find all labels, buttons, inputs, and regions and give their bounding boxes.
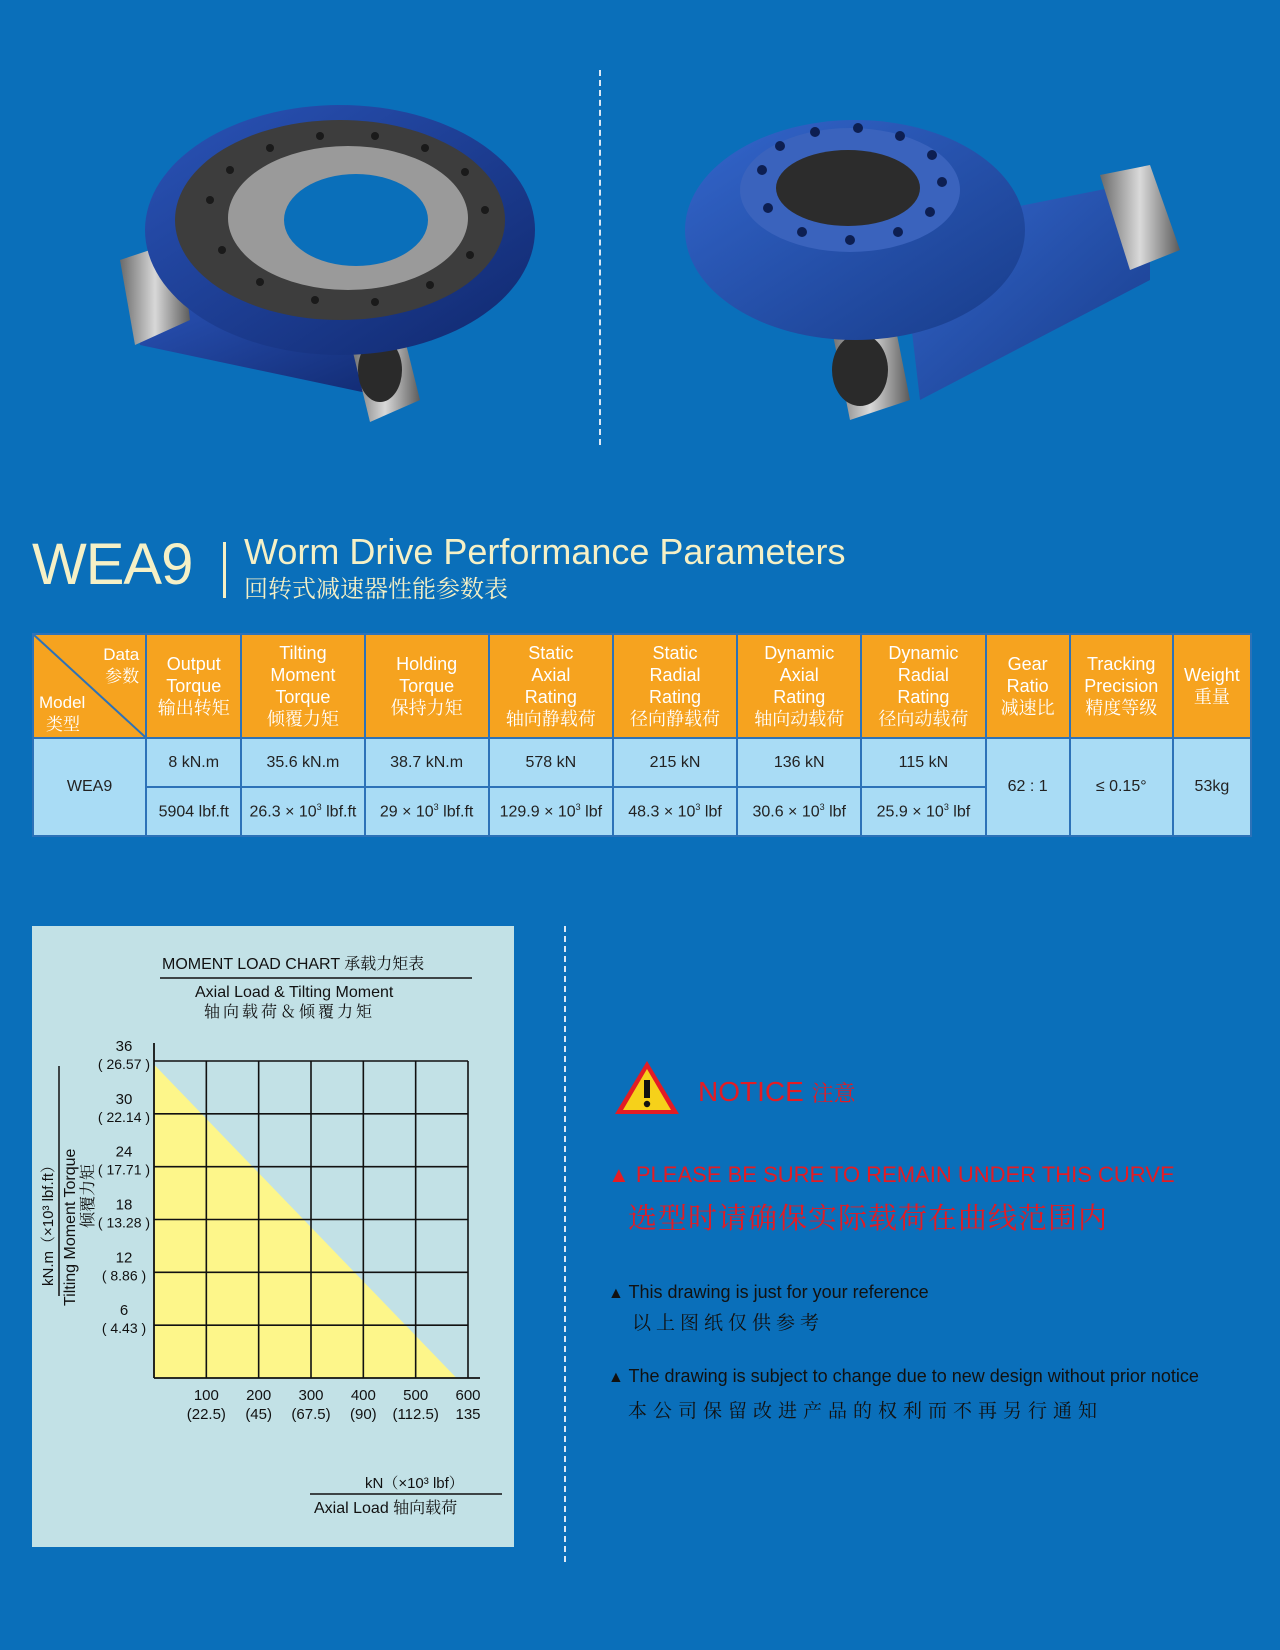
change-note-en: ▲ The drawing is subject to change due to new design without prior notice (608, 1366, 1199, 1386)
dynamic-axial-metric: 136 kN (737, 738, 861, 787)
worm-drive-bottom-view-image (680, 80, 1200, 440)
model-code: WEA9 (32, 532, 193, 597)
y-tick-label-3: 24 (115, 1143, 133, 1161)
x-tick-sublabel-2: (67.5) (291, 1406, 331, 1423)
x-tick-label-1: 200 (246, 1387, 272, 1404)
gear-ratio-cell: 62 : 1 (986, 738, 1070, 836)
col-weight: Weight 重量 (1173, 634, 1251, 738)
chart-subtitle-cn: 轴向载荷＆倾覆力矩 (204, 1004, 376, 1021)
change-note-cn: 本公司保留改进产品的权利而不再另行通知 (628, 1401, 1104, 1422)
x-tick-sublabel-0: (22.5) (186, 1406, 226, 1423)
y-tick-sublabel-5: ( 26.57 ) (97, 1056, 151, 1072)
static-axial-imperial: $129.9 \times 10^3$ lbf (489, 787, 613, 836)
dynamic-axial-imperial: $30.6 \times 10^3$ lbf (737, 787, 861, 836)
y-tick-label-4: 30 (115, 1090, 133, 1108)
col-dynamic-radial-rating: Dynamic Radial Rating 径向动载荷 (861, 634, 985, 738)
weight-cell: 53kg (1173, 738, 1251, 836)
y-tick-label-0: 6 (119, 1302, 129, 1320)
static-radial-imperial: $48.3 \times 10^3$ lbf (613, 787, 737, 836)
plot-area (98, 1038, 481, 1423)
corner-data-label-en: Data (103, 645, 140, 664)
x-tick-sublabel-5: 135 (455, 1406, 481, 1423)
y-axis-label-en: Tilting Moment Torque (62, 1148, 79, 1306)
x-tick-label-0: 100 (193, 1387, 219, 1404)
chart-subtitle-en: Axial Load & Tilting Moment (195, 984, 394, 1001)
output-torque-imperial: 5904 lbf.ft (146, 787, 241, 836)
col-output-torque: Output Torque 输出转矩 (146, 634, 241, 738)
worm-drive-top-view-image (100, 70, 550, 460)
x-tick-label-3: 400 (350, 1387, 376, 1404)
y-tick-sublabel-4: ( 22.14 ) (97, 1108, 151, 1125)
triangle-bullet-icon: ▲ (608, 1369, 624, 1386)
performance-parameters-table (32, 633, 1252, 837)
x-axis-label: Axial Load 轴向载荷 (314, 1500, 458, 1517)
dynamic-radial-imperial: $25.9 \times 10^3$ lbf (861, 787, 985, 836)
y-axis-unit: kN.m（×10³ lbf.ft） (40, 1158, 57, 1286)
y-tick-sublabel-1: ( 8.86 ) (101, 1267, 147, 1284)
moment-load-chart-panel (32, 926, 514, 1547)
y-axis-label-cn: 倾覆力矩 (80, 1163, 97, 1228)
table-header-row (33, 634, 1251, 738)
moment-load-chart (32, 926, 514, 1547)
col-holding-torque: Holding Torque 保持力矩 (365, 634, 489, 738)
reference-note-cn: 以上图纸仅供参考 (632, 1313, 825, 1334)
col-dynamic-axial-rating: Dynamic Axial Rating 轴向动载荷 (737, 634, 861, 738)
reference-note-en: ▲ This drawing is just for your reference (608, 1282, 929, 1302)
x-tick-label-4: 500 (403, 1387, 429, 1404)
notice-title: NOTICE 注意 (698, 1076, 856, 1107)
load-curve-area-0 (154, 1065, 456, 1378)
col-tilting-moment-torque: Tilting Moment Torque 倾覆力矩 (241, 634, 364, 738)
warning-icon (612, 1058, 682, 1118)
tracking-precision-cell: ≤ 0.15° (1070, 738, 1173, 836)
model-cell: WEA9 (33, 738, 146, 836)
static-axial-metric: 578 kN (489, 738, 613, 787)
x-tick-sublabel-1: (45) (245, 1406, 273, 1423)
dynamic-radial-metric: 115 kN (861, 738, 985, 787)
corner-model-label-en: Model (39, 693, 86, 712)
photo-divider (599, 70, 601, 445)
chart-title: MOMENT LOAD CHART 承载力矩表 (162, 956, 425, 973)
curve-warning-en: ▲ PLEASE BE SURE TO REMAIN UNDER THIS CURVE (608, 1162, 1175, 1187)
x-tick-sublabel-3: (90) (349, 1406, 377, 1423)
holding-torque-imperial: $29 \times 10^3$ lbf.ft (365, 787, 489, 836)
output-torque-metric: 8 kN.m (146, 738, 241, 787)
tilting-moment-imperial: $26.3 \times 10^3$ lbf.ft (241, 787, 364, 836)
heading-separator (223, 542, 226, 598)
y-tick-label-1: 12 (115, 1249, 133, 1267)
table-row-metric (33, 738, 1251, 787)
y-tick-sublabel-2: ( 13.28 ) (97, 1214, 151, 1231)
x-tick-label-5: 600 (455, 1387, 481, 1404)
col-static-radial-rating: Static Radial Rating 径向静载荷 (613, 634, 737, 738)
product-photos (0, 0, 1280, 470)
heading-title-en: Worm Drive Performance Parameters (244, 531, 846, 572)
x-tick-label-2: 300 (298, 1387, 324, 1404)
col-static-axial-rating: Static Axial Rating 轴向静载荷 (489, 634, 613, 738)
corner-model-label-cn: 类型 (46, 715, 80, 734)
col-tracking-precision: Tracking Precision 精度等级 (1070, 634, 1173, 738)
x-tick-sublabel-4: (112.5) (392, 1406, 439, 1423)
col-gear-ratio: Gear Ratio 减速比 (986, 634, 1070, 738)
y-tick-sublabel-0: ( 4.43 ) (101, 1320, 147, 1337)
curve-warning-cn: 选型时请确保实际载荷在曲线范围内 (628, 1203, 1109, 1235)
corner-header-cell (33, 634, 146, 738)
y-tick-label-5: 36 (115, 1038, 133, 1055)
tilting-moment-metric: 35.6 kN.m (241, 738, 364, 787)
holding-torque-metric: 38.7 kN.m (365, 738, 489, 787)
corner-data-label-cn: 参数 (105, 667, 140, 686)
triangle-bullet-icon: ▲ (608, 1285, 624, 1302)
static-radial-metric: 215 kN (613, 738, 737, 787)
section-divider (564, 926, 566, 1562)
x-axis-unit: kN（×10³ lbf） (365, 1475, 464, 1492)
y-tick-label-2: 18 (115, 1196, 133, 1214)
heading-title-cn: 回转式减速器性能参数表 (244, 576, 508, 603)
y-tick-sublabel-3: ( 17.71 ) (97, 1161, 151, 1178)
